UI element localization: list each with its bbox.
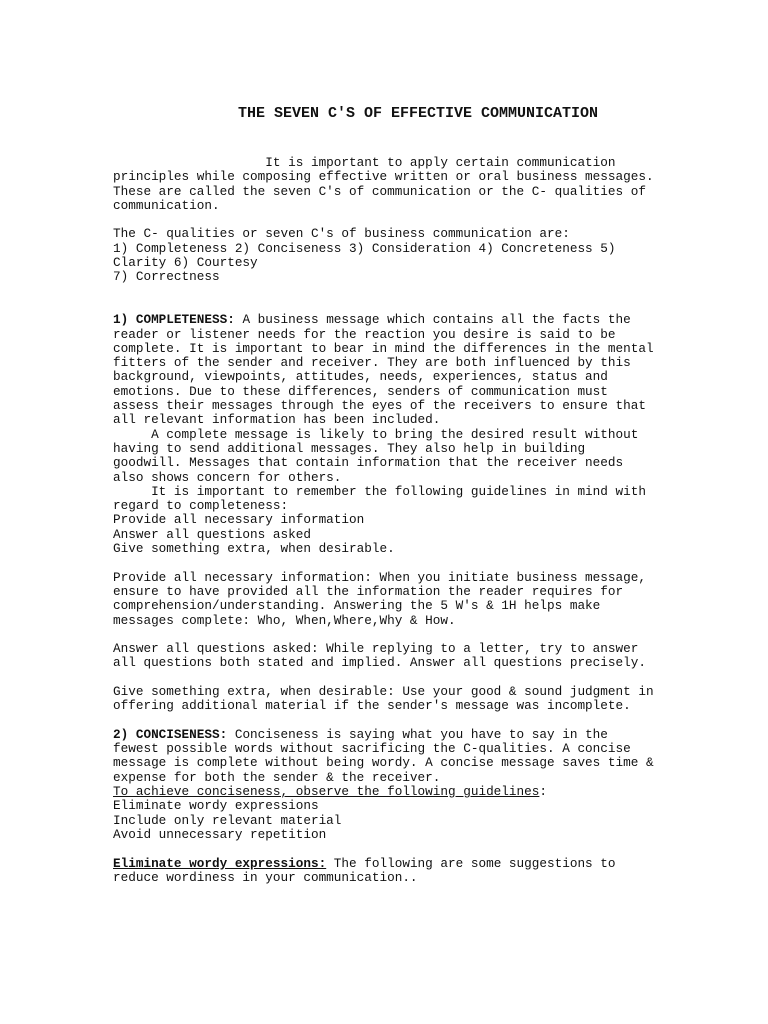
completeness-guideline: Provide all necessary information bbox=[113, 512, 365, 528]
completeness-line: also shows concern for others. bbox=[113, 469, 342, 485]
qualities-line: The C- qualities or seven C's of business communication are: bbox=[113, 226, 570, 242]
intro-line: communication. bbox=[113, 197, 220, 213]
conciseness-guideline: Include only relevant material bbox=[113, 812, 342, 828]
completeness-line: having to send additional messages. They also help in building bbox=[113, 440, 586, 456]
completeness-line: A complete message is likely to bring the desired result without bbox=[113, 426, 639, 442]
completeness-line: It is important to remember the following guidelines in mind with bbox=[113, 483, 646, 499]
wordy-heading: Eliminate wordy expressions: bbox=[113, 855, 327, 871]
qualities-line: Clarity 6) Courtesy bbox=[113, 255, 258, 271]
provide-info-line: Provide all necessary information: When you initiate business message, bbox=[113, 569, 646, 585]
completeness-line: background, viewpoints, attitudes, needs, experiences, status and bbox=[113, 369, 608, 385]
provide-info-line: messages complete: Who, When,Where,Why & How. bbox=[113, 612, 456, 628]
answer-questions-line: all questions both stated and implied. Answer all questions precisely. bbox=[113, 655, 646, 671]
intro-line: These are called the seven C's of communication or the C- qualities of bbox=[113, 183, 646, 199]
document-title: THE SEVEN C'S OF EFFECTIVE COMMUNICATION bbox=[237, 105, 599, 122]
wordy-first-line bbox=[113, 857, 653, 871]
conciseness-guidelines-intro bbox=[113, 785, 653, 799]
completeness-first-line bbox=[113, 313, 653, 327]
qualities-line: 1) Completeness 2) Conciseness 3) Consideration 4) Concreteness 5) bbox=[113, 240, 616, 256]
something-extra-line: Give something extra, when desirable: Use your good & sound judgment in bbox=[113, 683, 654, 699]
completeness-line: all relevant information has been included. bbox=[113, 412, 441, 428]
wordy-first-line-text: The following are some suggestions to bbox=[326, 855, 616, 871]
completeness-line: complete. It is important to bear in mind the differences in the mental bbox=[113, 340, 654, 356]
conciseness-line: expense for both the sender & the receiver. bbox=[113, 769, 441, 785]
conciseness-line: fewest possible words without sacrificing the C-qualities. A concise bbox=[113, 741, 631, 757]
conciseness-guidelines-underlined: To achieve conciseness, observe the following guidelines bbox=[113, 784, 540, 800]
conciseness-first-line-text: Conciseness is saying what you have to say in the bbox=[227, 726, 608, 742]
completeness-line: assess their messages through the eyes of the receivers to ensure that bbox=[113, 398, 646, 414]
completeness-first-line-text: A business message which contains all the facts the bbox=[234, 312, 631, 328]
completeness-line: reader or listener needs for the reaction you desire is said to be bbox=[113, 326, 616, 342]
provide-info-line: ensure to have provided all the information the reader requires for bbox=[113, 583, 624, 599]
completeness-heading: 1) COMPLETENESS: bbox=[113, 312, 235, 328]
intro-line: It is important to apply certain communication bbox=[113, 155, 616, 170]
conciseness-guideline: Avoid unnecessary repetition bbox=[113, 826, 327, 842]
completeness-guideline: Answer all questions asked bbox=[113, 526, 311, 542]
completeness-line: regard to completeness: bbox=[113, 498, 289, 514]
completeness-line: goodwill. Messages that contain information that the receiver needs bbox=[113, 455, 624, 471]
answer-questions-line: Answer all questions asked: While replying to a letter, try to answer bbox=[113, 641, 639, 657]
conciseness-heading: 2) CONCISENESS: bbox=[113, 726, 228, 742]
intro-line: principles while composing effective written or oral business messages. bbox=[113, 169, 654, 185]
completeness-guideline: Give something extra, when desirable. bbox=[113, 541, 395, 557]
document-body bbox=[113, 156, 653, 885]
provide-info-line: comprehension/understanding. Answering the 5 W's & 1H helps make bbox=[113, 598, 601, 614]
conciseness-line: message is complete without being wordy. A concise message saves time & bbox=[113, 755, 654, 771]
conciseness-first-line bbox=[113, 728, 653, 742]
conciseness-guideline: Eliminate wordy expressions bbox=[113, 798, 319, 814]
qualities-line: 7) Correctness bbox=[113, 269, 220, 285]
conciseness-guidelines-colon: : bbox=[539, 784, 547, 800]
completeness-line: emotions. Due to these differences, senders of communication must bbox=[113, 383, 608, 399]
something-extra-line: offering additional material if the sender's message was incomplete. bbox=[113, 698, 631, 714]
completeness-line: fitters of the sender and receiver. They are both influenced by this bbox=[113, 355, 631, 371]
wordy-line: reduce wordiness in your communication.. bbox=[113, 869, 418, 885]
